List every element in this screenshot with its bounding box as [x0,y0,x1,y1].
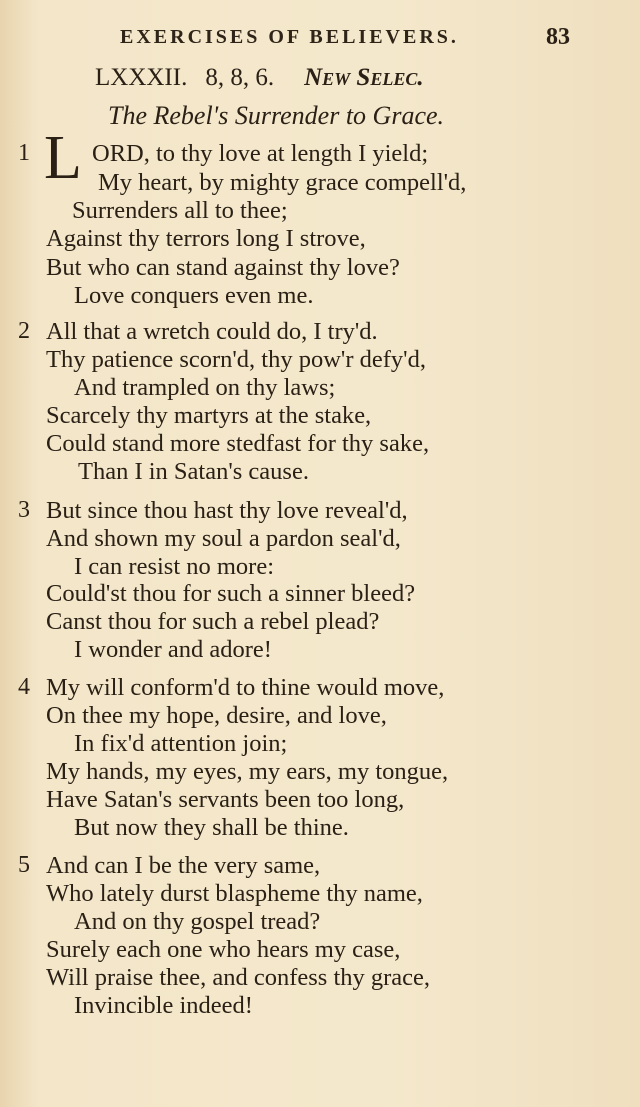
verse-line: Love conquers even me. [74,282,314,309]
stanza-number: 3 [18,497,30,523]
verse-line: And can I be the very same, [46,852,321,879]
stanza-number: 2 [18,318,30,344]
verse-line: Have Satan's servants been too long, [46,786,405,813]
verse-line: And on thy gospel tread? [74,908,321,935]
hymn-number: LXXXII. [95,64,188,91]
verse-line: But who can stand against thy love? [46,254,400,281]
verse-line: Who lately durst blaspheme thy name, [46,880,423,907]
verse-line: Surrenders all to thee; [72,197,288,224]
hymn-heading [95,64,515,92]
hymn-tune: New Selec. [304,64,424,91]
verse-line: And shown my soul a pardon seal'd, [46,525,401,552]
verse-line: Scarcely thy martyrs at the stake, [46,402,372,429]
drop-cap: L [44,124,82,192]
stanza-number: 1 [18,140,30,166]
verse-line: My will conform'd to thine would move, [46,674,445,701]
verse-line: In fix'd attention join; [74,730,288,757]
running-head: EXERCISES OF BELIEVERS. [120,26,459,48]
verse-line: Could stand more stedfast for thy sake, [46,430,430,457]
verse-line: Against thy terrors long I strove, [46,225,366,252]
verse-line: Canst thou for such a rebel plead? [46,608,380,635]
verse-line: I can resist no more: [74,553,275,580]
verse-line: On thee my hope, desire, and love, [46,702,387,729]
verse-line: My heart, by mighty grace compell'd, [98,169,467,196]
verse-line: Than I in Satan's cause. [78,458,309,485]
hymn-meter: 8, 8, 6. [205,64,275,91]
verse-line: Surely each one who hears my case, [46,936,401,963]
stanza-number: 4 [18,674,30,700]
verse-line: But since thou hast thy love reveal'd, [46,497,408,524]
verse-line: All that a wretch could do, I try'd. [46,318,378,345]
verse-line: Thy patience scorn'd, thy pow'r defy'd, [46,346,426,373]
verse-line: And trampled on thy laws; [74,374,336,401]
verse-line: Could'st thou for such a sinner bleed? [46,580,416,607]
stanza-number: 5 [18,852,30,878]
page-number: 83 [546,24,570,50]
verse-line: I wonder and adore! [74,636,272,663]
verse-line: Will praise thee, and confess thy grace, [46,964,431,991]
hymn-title: The Rebel's Surrender to Grace. [108,101,445,130]
verse-line: My hands, my eyes, my ears, my tongue, [46,758,449,785]
verse-line: ORD, to thy love at length I yield; [92,140,429,167]
verse-line: But now they shall be thine. [74,814,349,841]
verse-line: Invincible indeed! [74,992,253,1019]
